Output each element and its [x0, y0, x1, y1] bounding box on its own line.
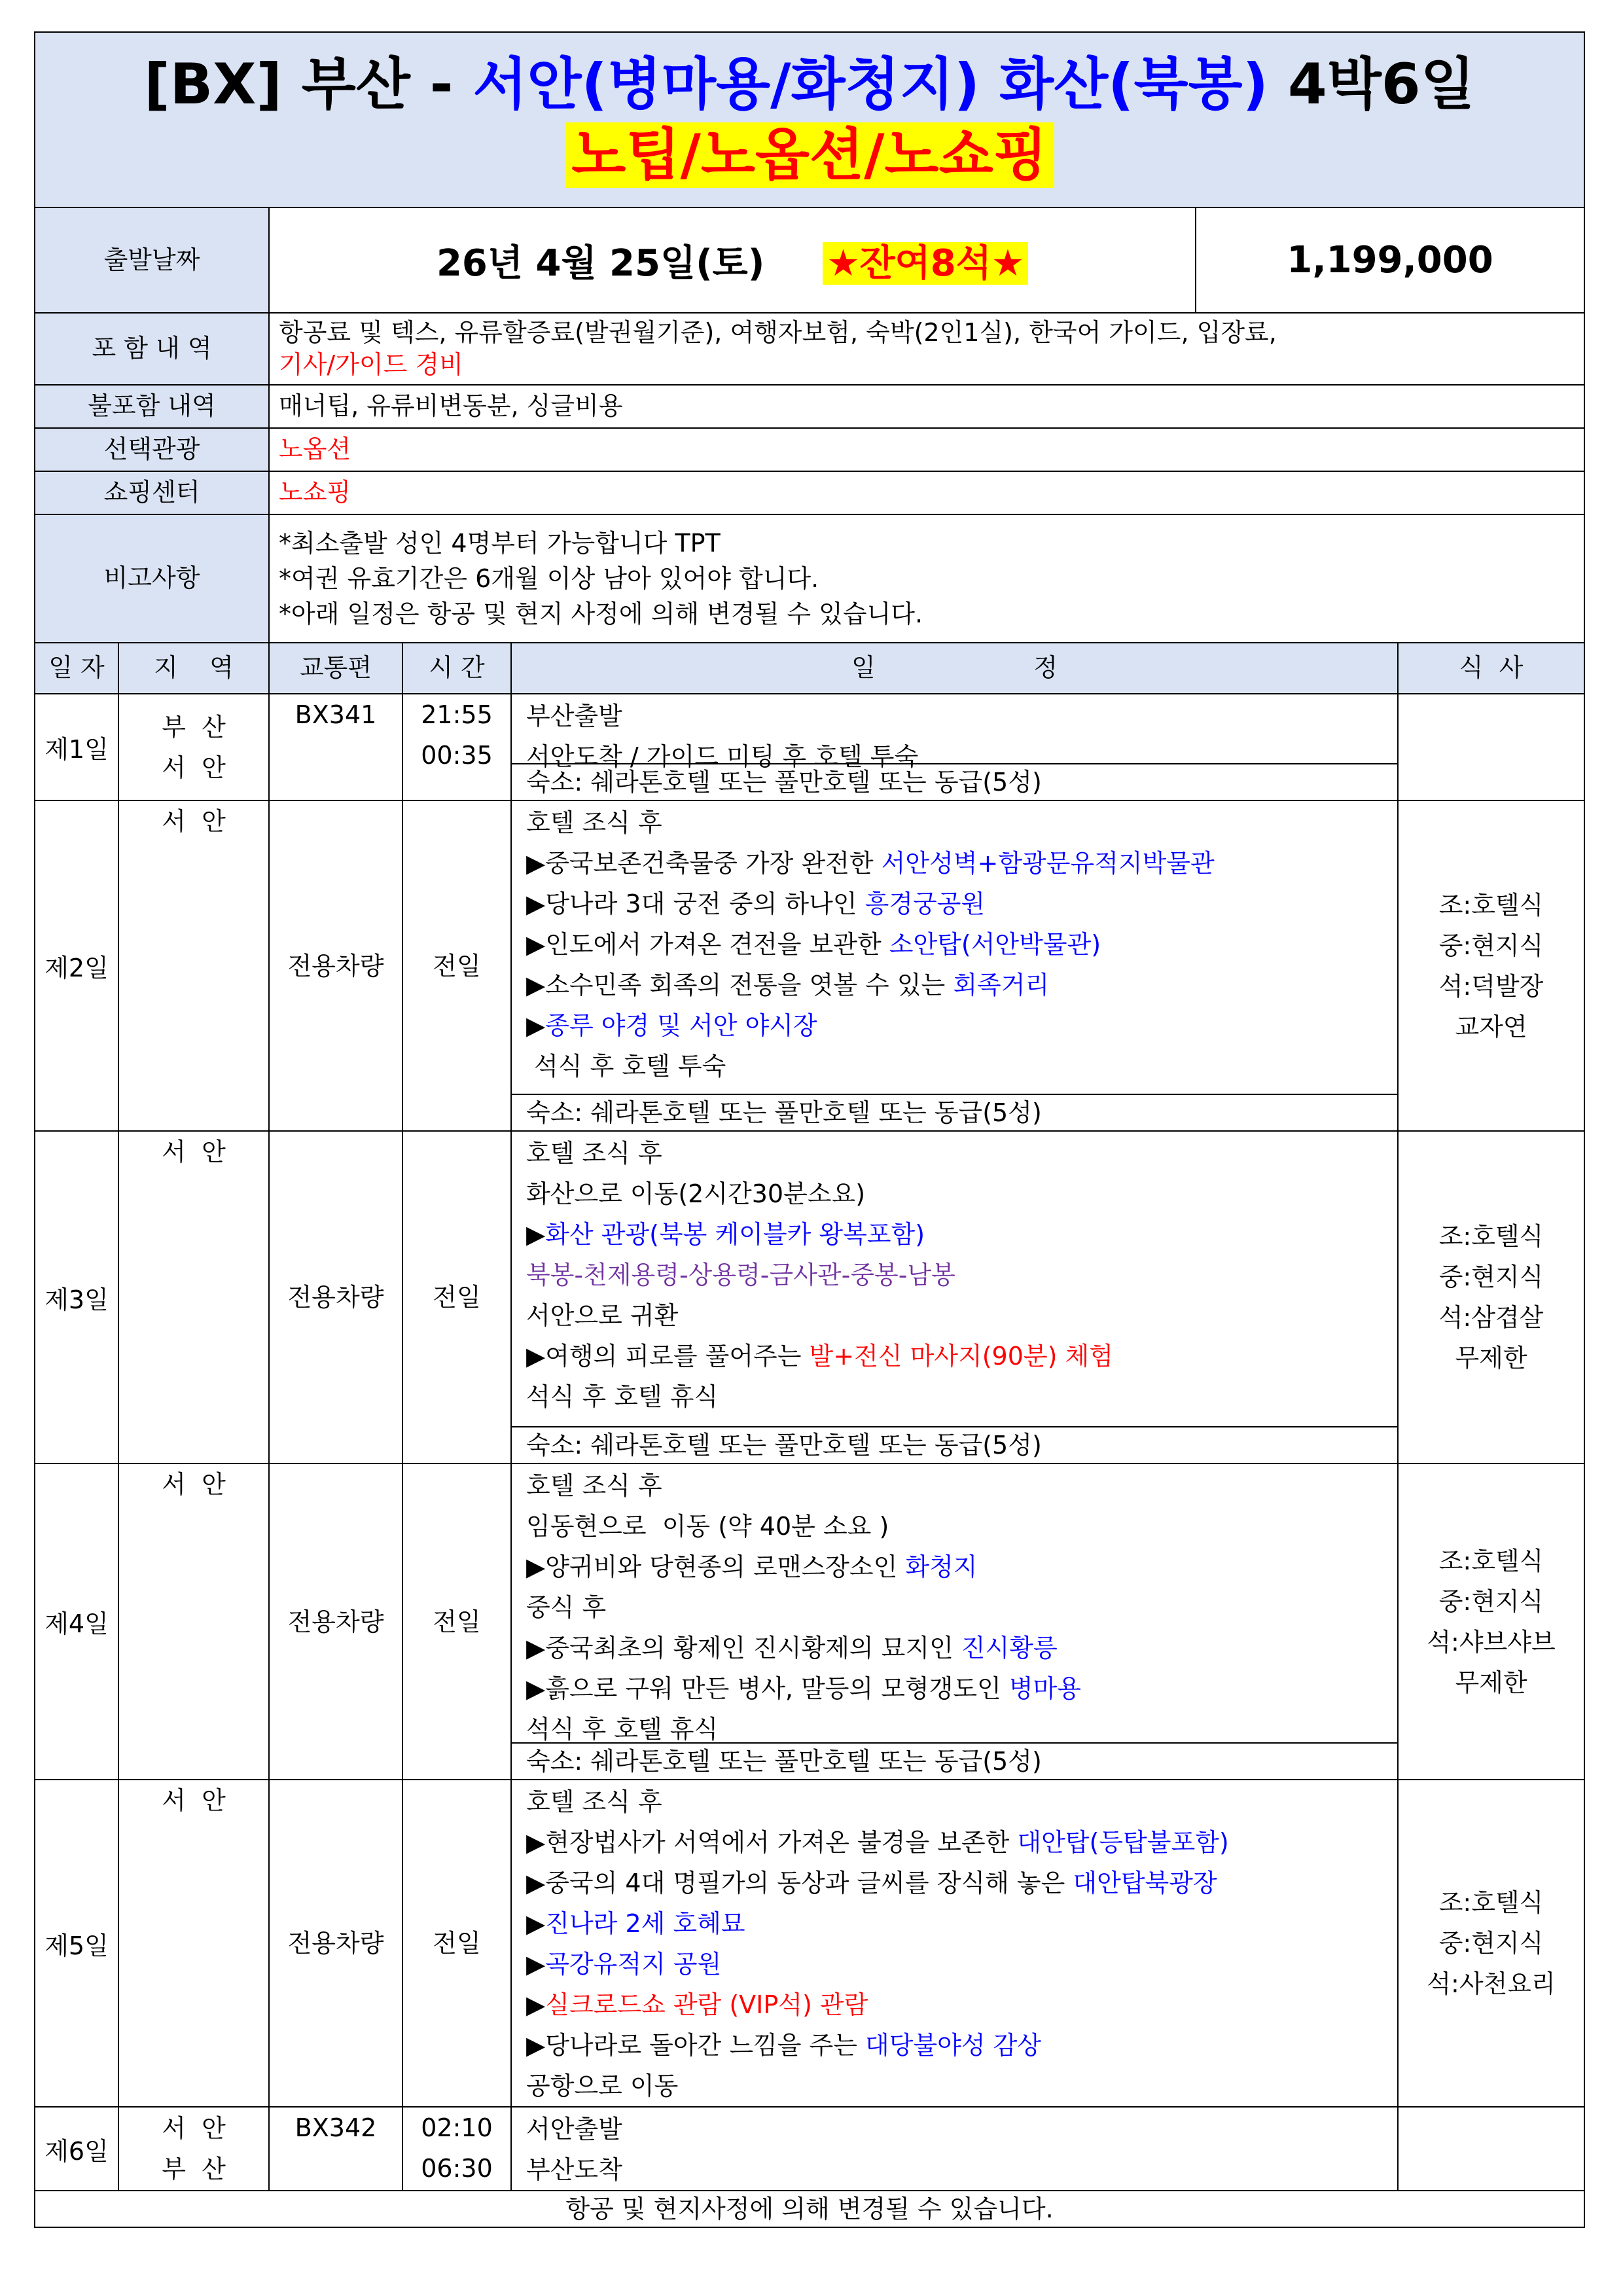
meal-item: 조:호텔식 [1438, 1888, 1544, 1917]
schedule-text: ▶현장법사가 서역에서 가져온 불경을 보존한 [526, 1828, 1018, 1857]
meal-cell [1398, 2107, 1584, 2191]
schedule-line [526, 1255, 1397, 1295]
include-text-cell [269, 313, 1584, 385]
schedule-line [526, 1944, 1397, 1984]
shop-label: 쇼핑센터 [35, 471, 269, 514]
schedule-text: 대안탑(등탑불포함) [1017, 1828, 1229, 1857]
seats-badge: ★잔여8석★ [823, 242, 1028, 285]
hotel-info: 숙소: 쉐라톤호텔 또는 풀만호텔 또는 동급(5성) [512, 1426, 1397, 1463]
col-header-time: 시 간 [402, 643, 511, 694]
schedule-text: 화산 관광(북봉 케이블카 왕복포함) [545, 1220, 925, 1249]
schedule-line [526, 1668, 1397, 1709]
meal-item: 중:현지식 [1438, 931, 1544, 960]
schedule-line [526, 1005, 1397, 1046]
day-row [35, 1463, 1584, 1780]
region-cell [118, 1780, 269, 2107]
schedule-line [526, 1046, 1397, 1086]
schedule-text: 석식 후 호텔 투숙 [526, 1052, 726, 1081]
exclude-text: 매너팁, 유류비변동분, 싱글비용 [269, 385, 1584, 428]
meal-item: 조:호텔식 [1438, 1222, 1544, 1251]
day-row [35, 2107, 1584, 2191]
schedule-text: 호텔 조식 후 [526, 1787, 662, 1816]
schedule-line [526, 1133, 1397, 1174]
hotel-info: 숙소: 쉐라톤호텔 또는 풀만호텔 또는 동급(5성) [512, 763, 1397, 800]
schedule-text: 호텔 조식 후 [526, 808, 662, 837]
schedule-text: ▶ [526, 1990, 546, 2019]
schedule-line [526, 1587, 1397, 1628]
schedule-text: 실크로드쇼 관람 (VIP석) 관람 [545, 1990, 868, 2019]
schedule-text: 부산출발 [526, 702, 622, 730]
meal-cell [1398, 1780, 1584, 2107]
title-line-2: 노팁/노옵션/노쇼핑 [565, 122, 1054, 188]
schedule-text: 소안탑(서안박물관) [889, 930, 1101, 959]
meal-item: 조:호텔식 [1438, 890, 1544, 920]
title-prefix: [BX] 부산 - [144, 51, 473, 117]
col-header-region: 지 역 [118, 643, 269, 694]
schedule-line [526, 1336, 1397, 1376]
meal-item: 중:현지식 [1438, 1587, 1544, 1616]
schedule-text: 병마용 [1008, 1674, 1081, 1703]
schedule-text: 화산으로 이동(2시간30분소요) [526, 1179, 866, 1208]
schedule-text: ▶ [526, 1909, 546, 1938]
schedule-cell [511, 1463, 1398, 1780]
day-label: 제5일 [35, 1780, 118, 2107]
schedule-line [526, 2066, 1397, 2106]
day-label: 제3일 [35, 1131, 118, 1463]
time: 02:10 [421, 2113, 493, 2142]
schedule-line [526, 696, 1397, 736]
meal-item: 석:삼겹살 [1438, 1303, 1544, 1332]
departure-date-cell [269, 207, 1196, 313]
departure-label: 출발날짜 [35, 207, 269, 313]
meal-item: 석:사천요리 [1427, 1969, 1556, 1998]
schedule-line [526, 965, 1397, 1005]
region: 서 안 [162, 1470, 226, 1499]
schedule-line [526, 2025, 1397, 2066]
schedule-text: 임동현으로 이동 (약 40분 소요 ) [526, 1512, 889, 1541]
schedule-text: 대당불야성 감상 [865, 2031, 1042, 2060]
schedule-text: 서안출발 [526, 2115, 622, 2144]
schedule-text: 회족거리 [953, 971, 1050, 999]
region-cell [118, 694, 269, 800]
time: 00:35 [421, 741, 493, 770]
schedule-text: ▶소수민족 회족의 전통을 엿볼 수 있는 [526, 971, 954, 999]
day-row [35, 1780, 1584, 2107]
schedule-text: ▶중국보존건축물중 가장 완전한 [526, 849, 882, 878]
schedule-line [526, 1822, 1397, 1863]
schedule-text: 대안탑북광장 [1073, 1869, 1217, 1897]
day-row [35, 800, 1584, 1131]
schedule-text: 부산도착 [526, 2155, 622, 2184]
schedule-line [526, 1376, 1397, 1417]
hotel-info: 숙소: 쉐라톤호텔 또는 풀만호텔 또는 동급(5성) [512, 1094, 1397, 1130]
schedule-text: 발+전신 마사지(90분) 체험 [809, 1342, 1113, 1371]
title-duration: 4박6일 [1268, 51, 1475, 117]
day-label: 제4일 [35, 1463, 118, 1780]
transport-cell [269, 694, 402, 800]
transport: BX341 [294, 700, 377, 729]
transport: 전용차량 [287, 1607, 384, 1636]
schedule-text: 중식 후 [526, 1593, 607, 1622]
schedule-line [526, 802, 1397, 843]
schedule-line [526, 1547, 1397, 1587]
day-row [35, 694, 1584, 800]
title-block [35, 32, 1584, 207]
schedule-text: 석식 후 호텔 휴식 [526, 1715, 719, 1744]
schedule-text: ▶흙으로 구워 만든 병사, 말등의 모형갱도인 [526, 1674, 1009, 1703]
shop-text: 노쇼핑 [269, 471, 1584, 514]
schedule-line [526, 1214, 1397, 1255]
schedule-text: 진시황릉 [961, 1634, 1058, 1662]
exclude-label: 불포함 내역 [35, 385, 269, 428]
schedule-text: 북봉-천제용령-상용령-금사관-중봉-남봉 [526, 1261, 955, 1289]
region: 부 산 [162, 2155, 226, 2183]
region-cell [118, 800, 269, 1131]
schedule-text: 서안성벽+함광문유적지박물관 [881, 849, 1215, 878]
title-destination: 서안(병마용/화청지) 화산(북봉) [473, 51, 1268, 117]
time-cell [402, 2107, 511, 2191]
meal-item: 중:현지식 [1438, 1263, 1544, 1291]
title-line-1 [35, 38, 1584, 117]
schedule-text: ▶ [526, 1950, 546, 1979]
meal-cell [1398, 1463, 1584, 1780]
schedule-line [526, 924, 1397, 965]
schedule-line [526, 1506, 1397, 1547]
meal-item: 교자연 [1455, 1012, 1527, 1041]
time-cell [402, 1463, 511, 1780]
region-cell [118, 2107, 269, 2191]
schedule-text: ▶당나라로 돌아간 느낌을 주는 [526, 2031, 866, 2060]
note-line: *아래 일정은 항공 및 현지 사정에 의해 변경될 수 있습니다. [279, 600, 923, 628]
schedule-line [526, 2149, 1397, 2190]
meal-item: 석:샤브샤브 [1427, 1627, 1556, 1657]
time: 전일 [433, 1283, 481, 1312]
schedule-text: 서안으로 귀환 [526, 1301, 679, 1330]
option-label: 선택관광 [35, 428, 269, 471]
region-cell [118, 1463, 269, 1780]
time-cell [402, 694, 511, 800]
transport-cell [269, 2107, 402, 2191]
note-line: *최소출발 성인 4명부터 가능합니다 TPT [279, 529, 721, 558]
schedule-line [526, 843, 1397, 884]
schedule-text: 곡강유적지 공원 [545, 1950, 722, 1979]
schedule-text: ▶인도에서 가져온 견전을 보관한 [526, 930, 889, 959]
schedule-line [526, 1628, 1397, 1668]
region: 서 안 [162, 807, 226, 836]
include-text-red: 기사/가이드 경비 [279, 350, 463, 379]
schedule-line [526, 1984, 1397, 2025]
schedule-text: 종루 야경 및 서안 야시장 [545, 1011, 817, 1040]
schedule-line [526, 2109, 1397, 2149]
schedule-cell [511, 1131, 1398, 1463]
time: 06:30 [421, 2154, 493, 2183]
time: 전일 [433, 1607, 481, 1636]
price: 1,199,000 [1196, 207, 1584, 313]
day-label: 제6일 [35, 2107, 118, 2191]
schedule-text: ▶중국최초의 황제인 진시황제의 묘지인 [526, 1634, 961, 1662]
footer-note: 항공 및 현지사정에 의해 변경될 수 있습니다. [35, 2191, 1584, 2227]
col-header-schedule: 일 정 [511, 643, 1398, 694]
day-row [35, 1131, 1584, 1463]
hotel-info: 숙소: 쉐라톤호텔 또는 풀만호텔 또는 동급(5성) [512, 1742, 1397, 1779]
meal-item: 무제한 [1455, 1668, 1527, 1697]
schedule-text: ▶여행의 피로를 풀어주는 [526, 1342, 810, 1371]
schedule-cell [511, 694, 1398, 800]
meal-item: 조:호텔식 [1438, 1546, 1544, 1575]
schedule-cell [511, 2107, 1398, 2191]
schedule-text: ▶ [526, 1220, 546, 1249]
departure-date: 26년 4월 25일(토) [436, 242, 765, 285]
schedule-line [526, 1782, 1397, 1822]
schedule-line [526, 1863, 1397, 1903]
time: 21:55 [421, 700, 493, 729]
schedule-text: 서안도착 / 가이드 미팅 후 호텔 투숙 [526, 742, 919, 771]
note-label: 비고사항 [35, 514, 269, 643]
transport: 전용차량 [287, 951, 384, 980]
day-label: 제1일 [35, 694, 118, 800]
region: 서 안 [162, 753, 226, 782]
itinerary-document [34, 31, 1584, 2228]
schedule-line [526, 1174, 1397, 1214]
schedule-text: 흥경궁공원 [865, 889, 986, 918]
schedule-cell [511, 1780, 1398, 2107]
notes-cell [269, 514, 1584, 643]
schedule-line [526, 884, 1397, 924]
transport: 전용차량 [287, 1929, 384, 1958]
transport-cell [269, 1780, 402, 2107]
meal-cell [1398, 694, 1584, 800]
schedule-line [526, 1903, 1397, 1944]
col-header-transport: 교통편 [269, 643, 402, 694]
region: 서 안 [162, 1786, 226, 1815]
schedule-text: ▶중국의 4대 명필가의 동상과 글씨를 장식해 놓은 [526, 1869, 1073, 1897]
region-cell [118, 1131, 269, 1463]
schedule-text: 공항으로 이동 [526, 2072, 679, 2100]
region: 서 안 [162, 1138, 226, 1166]
meal-item: 중:현지식 [1438, 1929, 1544, 1958]
schedule-text: 호텔 조식 후 [526, 1471, 662, 1500]
time: 전일 [433, 1929, 481, 1958]
note-line: *여권 유효기간은 6개월 이상 남아 있어야 합니다. [279, 564, 819, 593]
region: 서 안 [162, 2114, 226, 2143]
schedule-cell [511, 800, 1398, 1131]
schedule-text: ▶ [526, 1011, 546, 1040]
col-header-meal: 식 사 [1398, 643, 1584, 694]
time-cell [402, 800, 511, 1131]
transport: BX342 [294, 2113, 377, 2142]
meal-item: 석:덕발장 [1438, 971, 1544, 1001]
col-header-day: 일 자 [35, 643, 118, 694]
schedule-text: 호텔 조식 후 [526, 1139, 662, 1168]
itinerary-table [34, 31, 1585, 2228]
transport-cell [269, 1131, 402, 1463]
schedule-text: 진나라 2세 호혜묘 [545, 1909, 745, 1938]
schedule-text: ▶양귀비와 당현종의 로맨스장소인 [526, 1552, 906, 1581]
day-label: 제2일 [35, 800, 118, 1131]
region: 부 산 [162, 712, 226, 742]
time-cell [402, 1780, 511, 2107]
meal-item: 무제한 [1455, 1344, 1527, 1372]
time: 전일 [433, 951, 481, 980]
schedule-line [526, 1295, 1397, 1336]
meal-cell [1398, 1131, 1584, 1463]
schedule-text: ▶당나라 3대 궁전 중의 하나인 [526, 889, 865, 918]
transport-cell [269, 1463, 402, 1780]
meal-cell [1398, 800, 1584, 1131]
schedule-text: 석식 후 호텔 휴식 [526, 1382, 719, 1411]
schedule-text: 화청지 [905, 1552, 978, 1581]
time-cell [402, 1131, 511, 1463]
include-label: 포 함 내 역 [35, 313, 269, 385]
schedule-line [526, 1465, 1397, 1506]
include-text: 항공료 및 텍스, 유류할증료(발권월기준), 여행자보험, 숙박(2인1실), 한국어 가이드, 입장료, [279, 317, 1277, 347]
transport-cell [269, 800, 402, 1131]
option-text: 노옵션 [269, 428, 1584, 471]
transport: 전용차량 [287, 1283, 384, 1312]
